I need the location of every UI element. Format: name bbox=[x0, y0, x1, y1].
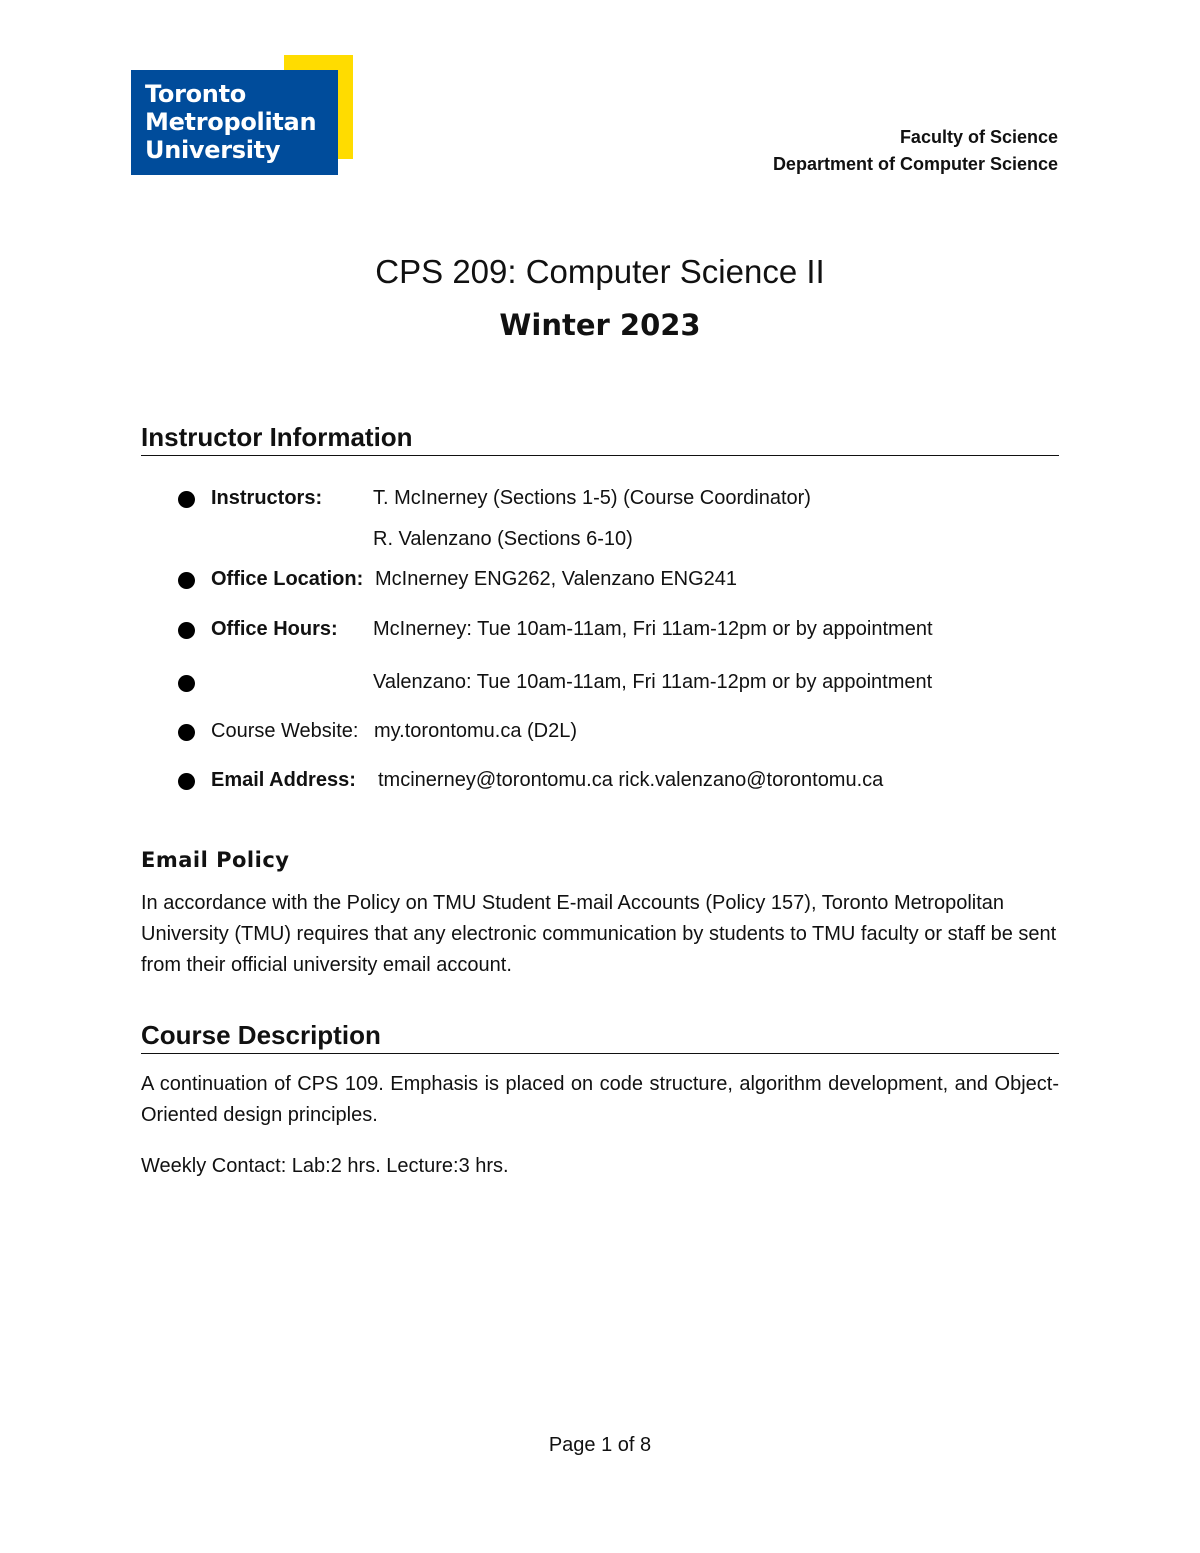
bullet-icon bbox=[178, 724, 195, 741]
instructors-row bbox=[0, 483, 1200, 513]
office-hours-label: Office Hours: bbox=[211, 618, 338, 640]
email-policy-heading: Email Policy bbox=[141, 848, 290, 872]
course-website-value[interactable]: my.torontomu.ca (D2L) bbox=[374, 720, 578, 742]
office-location-row bbox=[0, 564, 1200, 594]
course-website-label: Course Website: bbox=[211, 720, 359, 742]
instructors-row-continued bbox=[0, 524, 1200, 554]
university-logo bbox=[131, 70, 338, 175]
page-number: Page 1 of 8 bbox=[548, 1434, 652, 1456]
instructors-label: Instructors: bbox=[211, 487, 323, 509]
weekly-contact-text: Weekly Contact: Lab:2 hrs. Lecture:3 hrs. bbox=[141, 1155, 509, 1177]
instructors-value-2: R. Valenzano (Sections 6-10) bbox=[373, 528, 633, 550]
email-address-value[interactable]: tmcinerney@torontomu.ca rick.valenzano@torontomu.ca bbox=[378, 769, 884, 791]
bullet-icon bbox=[178, 622, 195, 639]
office-location-value: McInerney ENG262, Valenzano ENG241 bbox=[375, 568, 738, 590]
header-affiliation bbox=[773, 124, 1058, 178]
bullet-icon bbox=[178, 773, 195, 790]
course-website-row bbox=[0, 716, 1200, 746]
instructors-value: T. McInerney (Sections 1-5) (Course Coordinator) bbox=[373, 487, 811, 509]
instructor-information-heading: Instructor Information bbox=[141, 421, 1059, 456]
office-hours-row-2 bbox=[0, 667, 1200, 697]
department-name: Department of Computer Science bbox=[772, 154, 1058, 174]
course-title: CPS 209: Computer Science II bbox=[375, 253, 825, 290]
course-description-text: A continuation of CPS 109. Emphasis is placed on code structure, algorithm development, and Object-Oriented design principles. bbox=[141, 1073, 1059, 1126]
logo-line-2: Metropolitan bbox=[145, 108, 317, 136]
bullet-icon bbox=[178, 491, 195, 508]
bullet-icon bbox=[178, 572, 195, 589]
course-description-heading: Course Description bbox=[141, 1019, 1059, 1054]
office-location-label: Office Location: bbox=[211, 568, 364, 590]
email-address-row bbox=[0, 765, 1200, 795]
logo-line-3: University bbox=[145, 136, 281, 164]
logo-line-1: Toronto bbox=[145, 80, 246, 108]
office-hours-value-2: Valenzano: Tue 10am-11am, Fri 11am-12pm or by appointment bbox=[373, 671, 933, 693]
course-term: Winter 2023 bbox=[499, 308, 701, 342]
bullet-icon bbox=[178, 675, 195, 692]
faculty-name: Faculty of Science bbox=[899, 127, 1058, 147]
email-address-label: Email Address: bbox=[211, 769, 356, 791]
email-policy-text: In accordance with the Policy on TMU Student E-mail Accounts (Policy 157), Toronto Metropolitan University (TMU) requires that any electronic communication by students to TMU faculty or staff be sent from their official university email account. bbox=[141, 892, 1057, 976]
office-hours-row bbox=[0, 614, 1200, 644]
office-hours-value: McInerney: Tue 10am-11am, Fri 11am-12pm or by appointment bbox=[373, 618, 933, 640]
